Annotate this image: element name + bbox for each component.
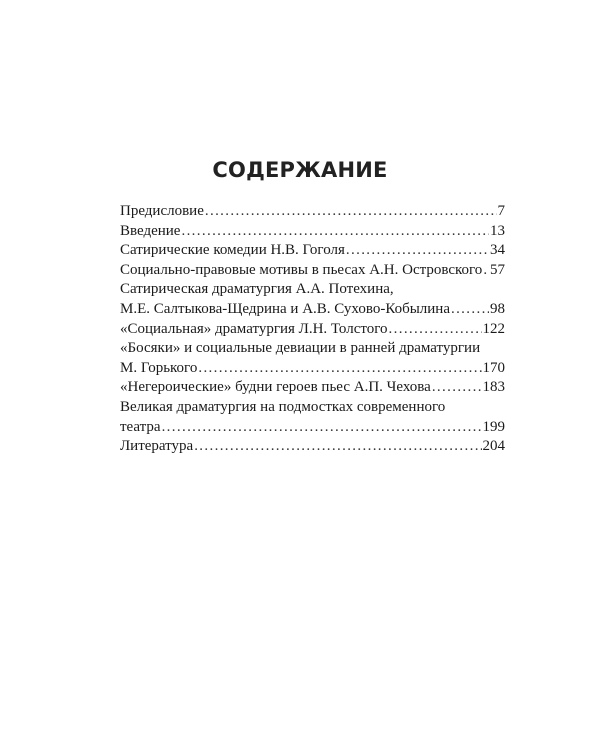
- toc-entry-title-line1: Сатирическая драматургия А.А. Потехина,: [120, 281, 394, 298]
- dot-leader: [432, 378, 482, 398]
- toc-page-number: 7: [497, 203, 505, 219]
- toc-page-number: 98: [490, 300, 505, 317]
- toc-entry-satire[interactable]: [120, 300, 505, 320]
- toc-entry-satire-first-line[interactable]: [120, 280, 505, 300]
- dot-leader: [389, 320, 482, 340]
- dot-leader: [181, 222, 489, 242]
- dot-leader: [483, 261, 489, 281]
- toc-entry-tolstoy[interactable]: [120, 320, 505, 340]
- toc-entry-introduction[interactable]: [120, 222, 505, 242]
- toc-entry-title: «Негероические» будни героев пьес А.П. Чехова: [120, 379, 431, 396]
- toc-page-number: 204: [482, 438, 505, 455]
- toc-entry-title: Сатирические комедии Н.В. Гоголя: [120, 242, 345, 259]
- toc-entry-title: Предисловие: [120, 203, 204, 219]
- dot-leader: [162, 418, 482, 438]
- toc-entry-title: Введение: [120, 222, 181, 239]
- toc-page-number: 34: [490, 242, 505, 259]
- toc-entry-title-line1: «Босяки» и социальные девиации в ранней драматургии: [120, 340, 481, 357]
- toc-entry-title: Социально-правовые мотивы в пьесах А.Н. Островского: [120, 261, 483, 278]
- toc-entry-title: М. Горького: [120, 359, 198, 376]
- toc-entry-chekhov[interactable]: [120, 378, 505, 398]
- toc-entry-title: М.Е. Салтыкова-Щедрина и А.В. Сухово-Кобылина: [120, 300, 450, 317]
- toc-page-number: 170: [482, 359, 505, 376]
- toc-page-number: 57: [490, 261, 505, 278]
- toc-entry-title: Литература: [120, 438, 194, 455]
- toc-entry-title: «Социальная» драматургия Л.Н. Толстого: [120, 320, 388, 337]
- toc-entry-gorky[interactable]: [120, 359, 505, 379]
- toc-entry-modern-theatre[interactable]: [120, 418, 505, 438]
- page-title: СОДЕРЖАНИЕ: [212, 158, 388, 182]
- toc-entry-gorky-first-line[interactable]: [120, 339, 505, 359]
- toc-entry-literature[interactable]: [120, 437, 505, 457]
- toc-page-number: 122: [482, 320, 505, 337]
- dot-leader: [451, 300, 489, 320]
- toc-entry-preface[interactable]: [120, 202, 505, 222]
- toc-entry-ostrovsky[interactable]: [120, 261, 505, 281]
- dot-leader: [346, 241, 489, 261]
- dot-leader: [205, 202, 497, 222]
- toc-page-number: 13: [490, 222, 505, 239]
- toc-page-number: 199: [482, 418, 505, 435]
- dot-leader: [194, 437, 481, 457]
- table-of-contents: [120, 202, 505, 457]
- toc-entry-title: театра: [120, 418, 161, 435]
- dot-leader: [198, 359, 481, 379]
- toc-entry-title-line1: Великая драматургия на подмостках современного: [120, 398, 446, 415]
- toc-page-number: 183: [482, 379, 505, 396]
- toc-entry-modern-theatre-first-line[interactable]: [120, 398, 505, 418]
- toc-entry-gogol[interactable]: [120, 241, 505, 261]
